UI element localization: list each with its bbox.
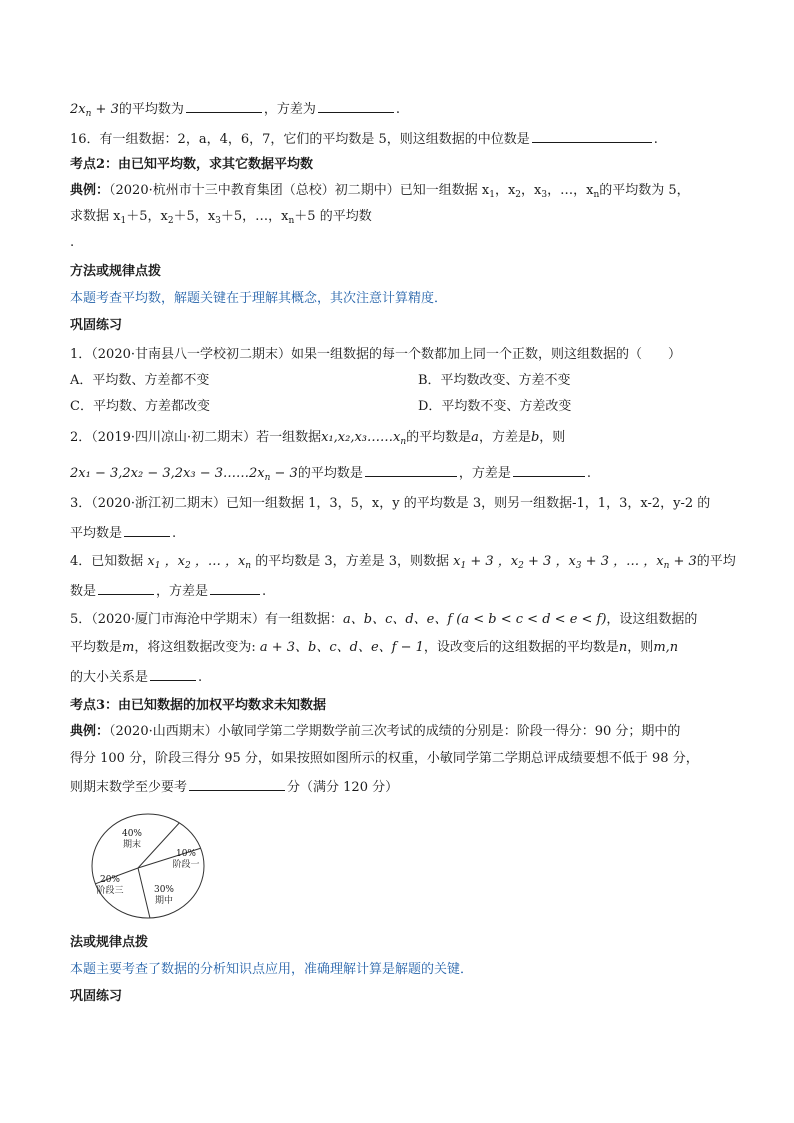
practice-1-options-row2 (70, 397, 754, 417)
answer-blank[interactable] (189, 776, 285, 791)
answer-blank[interactable] (186, 98, 262, 113)
answer-blank[interactable] (210, 580, 260, 595)
practice-3-line2: 平均数是 . (70, 522, 754, 544)
example-3-line2: 得分 100 分，阶段三得分 95 分，如果按照如图所示的权重，小敏同学第二学期总评成绩要想不低于 98 分， (70, 751, 699, 766)
method2-text: 本题主要考查了数据的分析知识点应用，准确理解计算是解题的关键． (70, 962, 474, 977)
practice-3-line1: 3．（2020·浙江初二期末）已知一组数据 1，3，5，x，y 的平均数是 3，则另一组数据-1，1，3，x-2，y-2 的 (70, 496, 711, 511)
example-3-line3: 则期末数学至少要考 分（满分 120 分） (70, 776, 754, 798)
q15-continuation: $2x_n + 3$的平均数为 ，方差为 . (70, 98, 754, 124)
answer-blank[interactable] (532, 128, 652, 143)
practice-4-line1: 4．已知数据 $x_1$ ，$x_2$ ，… ，$x_n$ 的平均数是 3，方差是 3，则数据 $x_1 + 3$ ，$x_2 + 3$ ，$x_3 + 3$ ，… ，$x_n + 3$的平均 (70, 554, 736, 571)
practice-2-line1: 2．（2019·四川凉山·初二期末）若一组数据$x_1,x_2,x_3\dots\dots x_n$的平均数是a，方差是b，则 (70, 430, 566, 447)
practice-4-line2: 数是 ，方差是 . (70, 580, 754, 602)
section-title-kd3: 考点3：由已知数据的加权平均数求未知数据 (70, 698, 327, 713)
method-text: 本题考查平均数，解题关键在于理解其概念，其次注意计算精度． (70, 291, 448, 306)
expr: $2x_n + 3$ (70, 102, 119, 119)
option-b[interactable]: B．平均数改变、方差不变 (418, 373, 571, 388)
practice-title: 巩固练习 (70, 318, 123, 333)
method2-title: 法或规律点拨 (70, 935, 149, 950)
example-2-line1: 典例：（2020·杭州市十三中教育集团（总校）初二期中）已知一组数据 $x_1$，$x_2$，$x_3$，…，$x_n$的平均数为 5， (70, 183, 690, 200)
pie-slice-pct: 30% (153, 885, 175, 895)
method-title: 方法或规律点拨 (70, 264, 162, 279)
answer-blank[interactable] (150, 666, 196, 681)
answer-blank[interactable] (98, 580, 154, 595)
practice-5-line1: 5．（2020·厦门市海沧中学期末）有一组数据：a、b、c、d、e、f (a < b < c < d < e < f)，设这组数据的 (70, 612, 698, 627)
answer-blank[interactable] (513, 462, 585, 477)
answer-blank[interactable] (318, 98, 394, 113)
pie-slice-label: 期中 (154, 896, 174, 906)
practice-2-line2: $2x_1 - 3,2x_2 - 3,2x_3 - 3\dots\dots 2x_n - 3$的平均数是 ，方差是 . (70, 462, 754, 488)
practice-5-line2: 平均数是m，将这组数据改变为: a + 3、b、c、d、e、f − 1，设改变后的这组数据的平均数是n，则m,n (70, 640, 679, 655)
pie-slice-label: 阶段三 (96, 886, 124, 896)
pie-svg (88, 810, 208, 922)
practice-1-options-row1 (70, 371, 754, 391)
pie-slice-pct: 10% (175, 849, 197, 859)
example-2-line2: 求数据 $x_1+5$，$x_2+5$，$x_3+5$，…，$x_n+5$ 的平均数 (70, 209, 372, 226)
pie-slice-pct: 40% (121, 829, 143, 839)
pie-slice-pct: 20% (99, 875, 121, 885)
practice-5-line3: 的大小关系是 . (70, 666, 754, 688)
weight-pie-chart (88, 810, 208, 922)
section-title-kd2: 考点2：由已知平均数，求其它数据平均数 (70, 157, 314, 172)
practice2-title: 巩固练习 (70, 989, 123, 1004)
pie-slice-label: 阶段一 (172, 860, 200, 870)
answer-blank[interactable] (365, 462, 457, 477)
dot: . (70, 235, 75, 250)
example-3-line1: 典例：（2020·山西期末）小敏同学第二学期数学前三次考试的成绩的分别是：阶段一得分：90 分；期中的 (70, 724, 681, 739)
option-c[interactable]: C．平均数、方差都改变 (70, 399, 210, 414)
practice-1: 1．（2020·甘南县八一学校初二期末）如果一组数据的每一个数都加上同一个正数，则这组数据的（ ） (70, 347, 681, 362)
option-d[interactable]: D．平均数不变、方差改变 (418, 399, 572, 414)
pie-slice-label: 期末 (122, 840, 142, 850)
answer-blank[interactable] (124, 522, 170, 537)
question-16: 16．有一组数据：2，a，4，6，7，它们的平均数是 5，则这组数据的中位数是 . (70, 128, 754, 150)
option-a[interactable]: A．平均数、方差都不变 (70, 373, 210, 388)
